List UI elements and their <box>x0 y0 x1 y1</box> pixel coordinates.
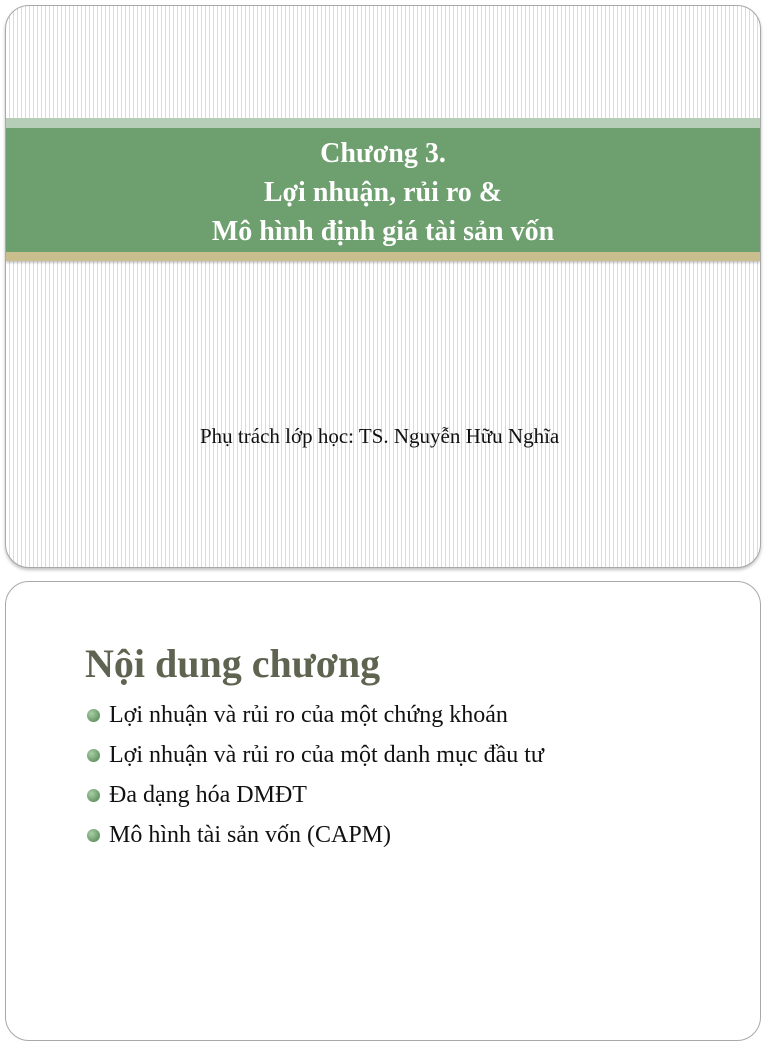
contents-heading: Nội dung chương <box>85 641 381 686</box>
slide-title-line-3: Mô hình định giá tài sản vốn <box>211 216 555 247</box>
bullet-text: Lợi nhuận và rủi ro của một danh mục đầu tư <box>109 742 544 768</box>
bullet-text: Lợi nhuận và rủi ro của một chứng khoán <box>109 702 508 728</box>
title-band-top-stripe <box>6 118 760 128</box>
bullet-text: Đa dạng hóa DMĐT <box>109 782 307 808</box>
slide-subtitle-instructor: Phụ trách lớp học: TS. Nguyễn Hữu Nghĩa <box>200 424 560 448</box>
bullet-dot-icon <box>87 789 100 802</box>
slide-title-line-2: Lợi nhuận, rủi ro & <box>263 177 503 208</box>
bullet-text: Mô hình tài sản vốn (CAPM) <box>109 822 391 848</box>
contents-slide <box>5 581 761 1041</box>
title-slide <box>5 5 761 568</box>
bullet-dot-icon <box>87 749 100 762</box>
bullet-dot-icon <box>87 829 100 842</box>
title-band-bottom-stripe <box>6 252 760 261</box>
slide-title-line-1: Chương 3. <box>320 138 446 169</box>
bullet-dot-icon <box>87 709 100 722</box>
slide-title <box>6 134 760 251</box>
